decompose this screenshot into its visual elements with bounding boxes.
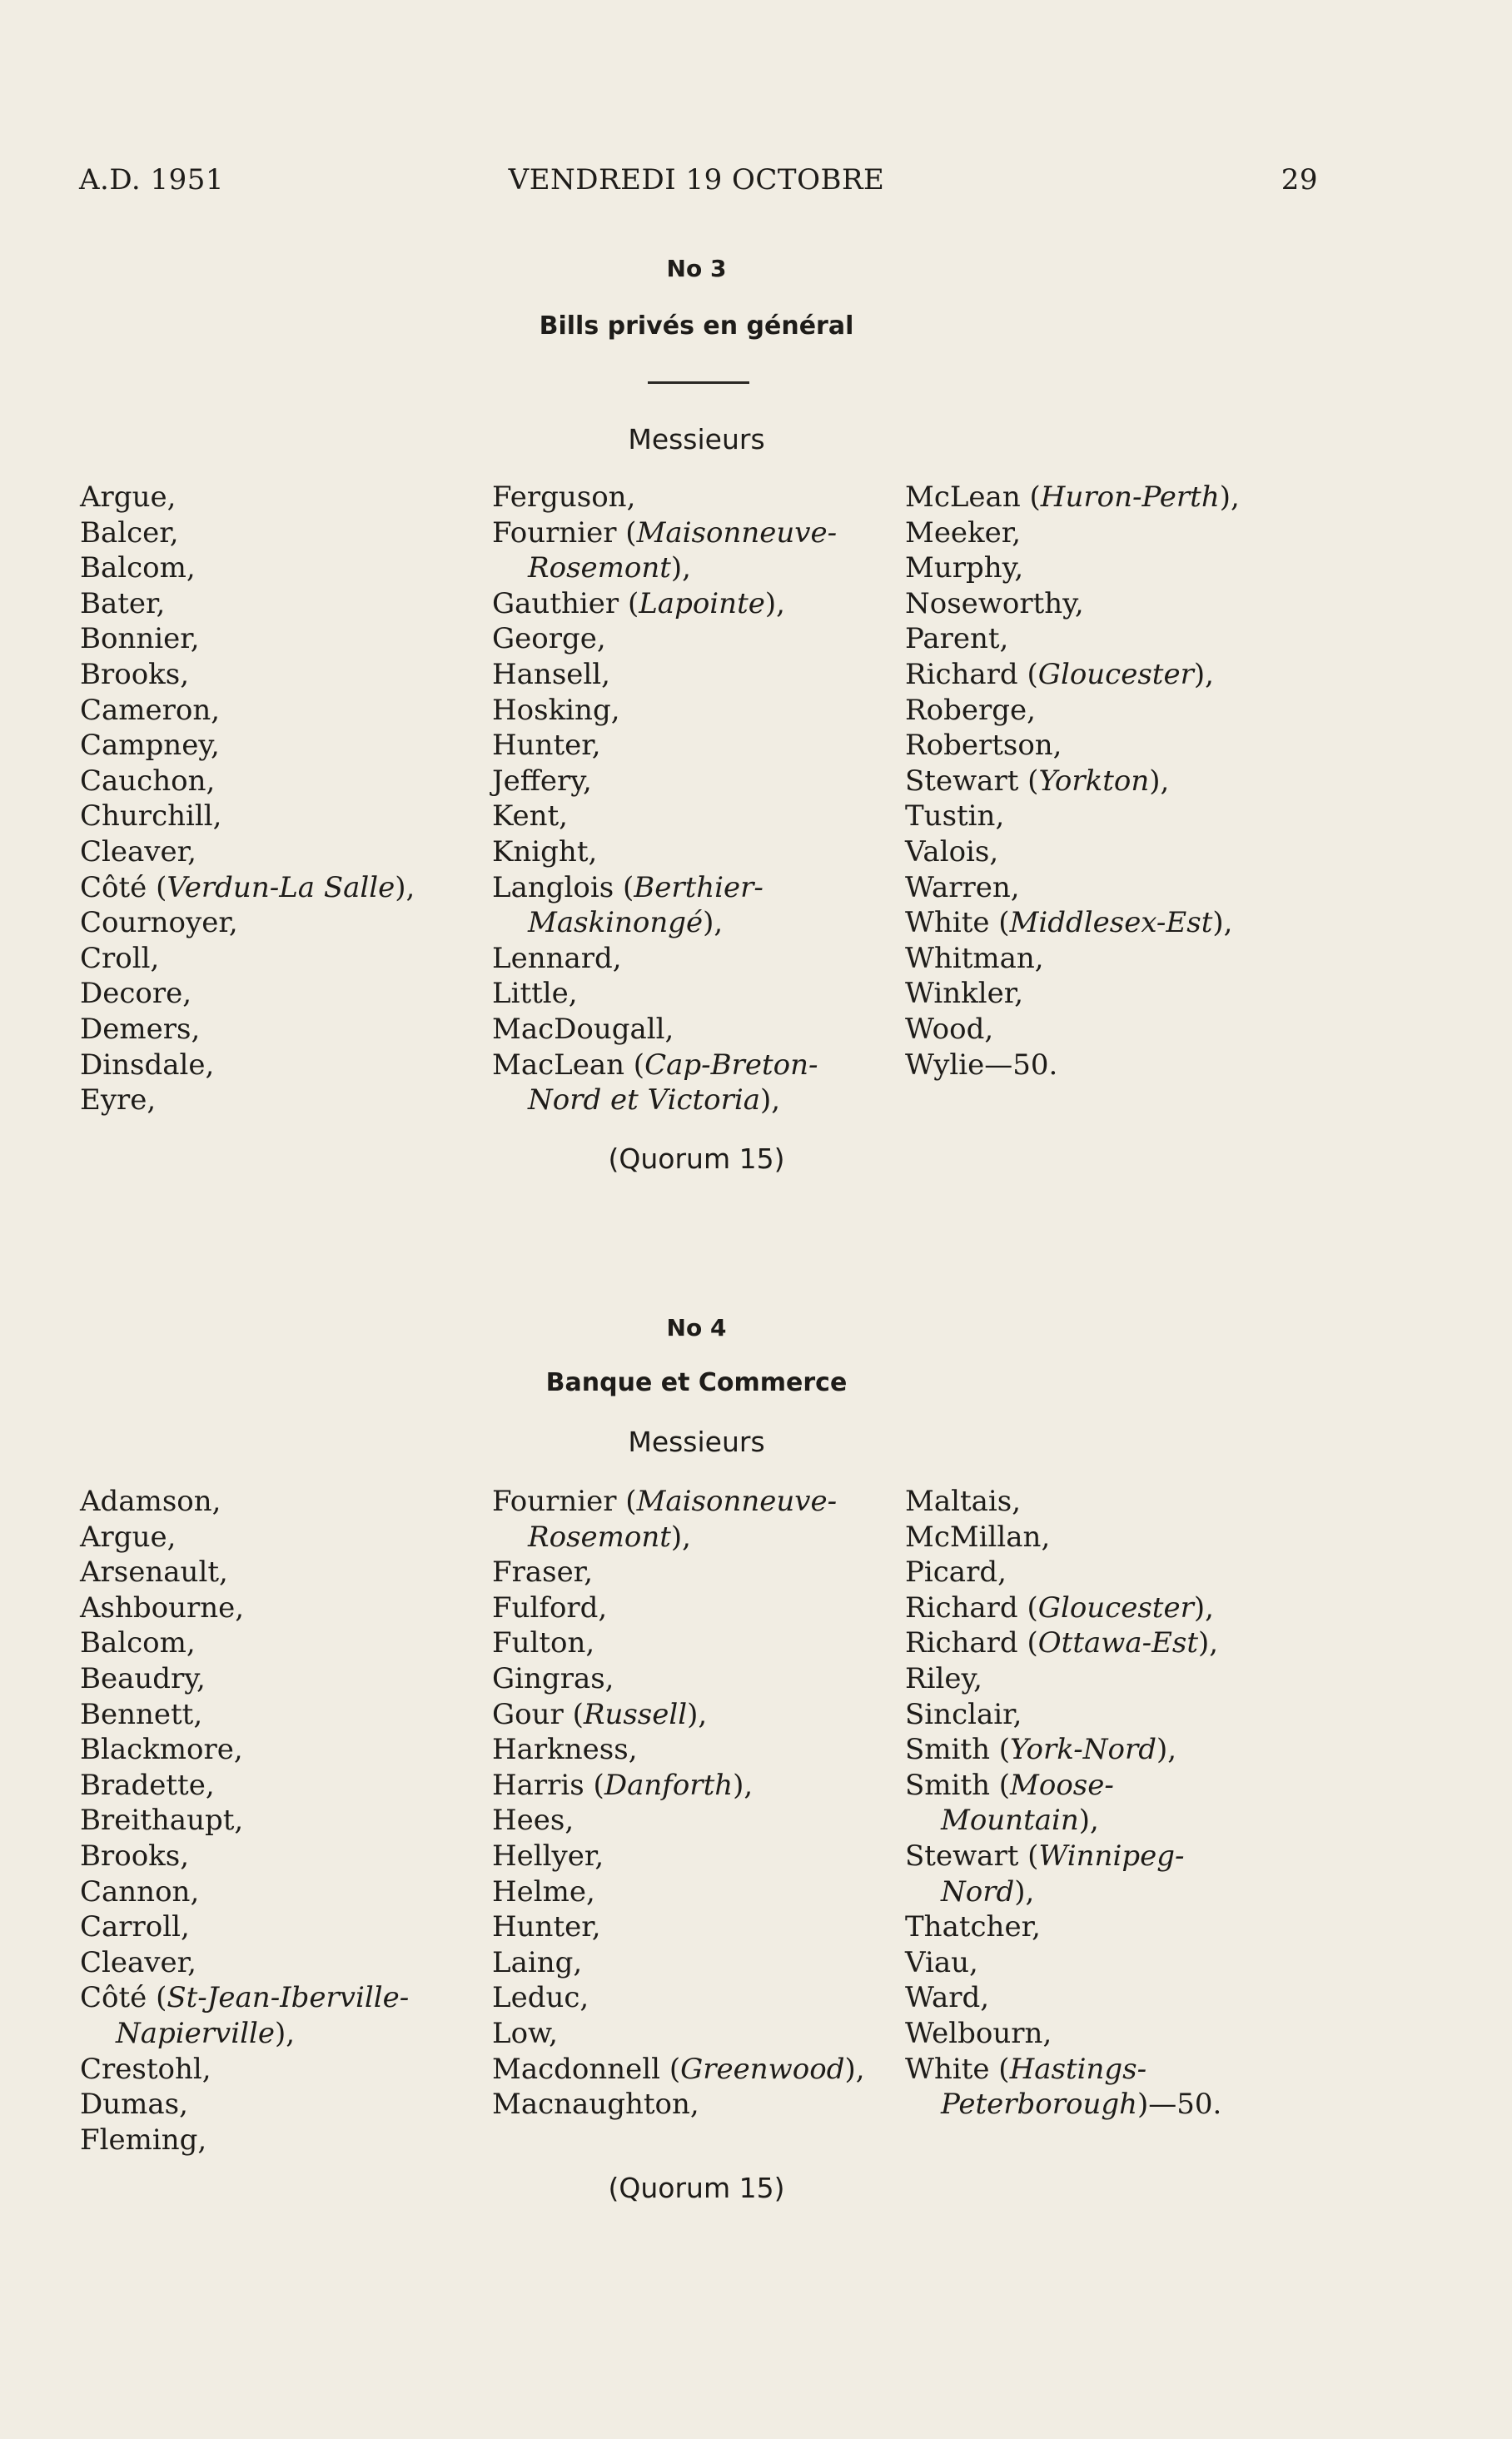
- section-4-number: No 4: [666, 1314, 727, 1341]
- member-name: Richard (Gloucester),: [905, 1590, 1214, 1625]
- section-3-messieurs: Messieurs: [628, 423, 765, 455]
- member-name-continuation: Rosemont),: [528, 551, 691, 585]
- member-name: Tustin,: [905, 799, 1005, 834]
- member-name: Langlois (Berthier-: [492, 870, 763, 904]
- member-name: Leduc,: [492, 1981, 589, 2015]
- member-name: Meeker,: [905, 515, 1022, 550]
- member-name: Cournoyer,: [80, 906, 238, 940]
- member-name: Wylie—50.: [905, 1048, 1058, 1082]
- member-name: Balcer,: [80, 515, 179, 550]
- header-year: A.D. 1951: [79, 163, 225, 197]
- member-name: Eyre,: [80, 1083, 157, 1117]
- section-3-quorum: (Quorum 15): [608, 1142, 785, 1175]
- member-name: Beaudry,: [80, 1661, 206, 1695]
- member-name: Churchill,: [80, 799, 222, 834]
- member-name: Harris (Danforth),: [492, 1768, 754, 1802]
- member-name: Noseworthy,: [905, 586, 1084, 620]
- member-name: Wood,: [905, 1012, 994, 1046]
- member-name: Hunter,: [492, 729, 601, 763]
- member-name: McMillan,: [905, 1520, 1051, 1554]
- member-name: Macdonnell (Greenwood),: [492, 2052, 865, 2086]
- section-4-title: Banque et Commerce: [545, 1368, 848, 1397]
- member-name: Gingras,: [492, 1661, 614, 1695]
- member-name: White (Hastings-: [905, 2052, 1147, 2086]
- member-name: Cleaver,: [80, 1945, 196, 1979]
- member-name: Hellyer,: [492, 1839, 604, 1873]
- member-name: Low,: [492, 2016, 558, 2050]
- member-name: Ashbourne,: [80, 1590, 245, 1625]
- member-name: Laing,: [492, 1945, 583, 1979]
- member-name: Blackmore,: [80, 1733, 243, 1767]
- member-name: Little,: [492, 977, 578, 1011]
- member-name-continuation: Mountain),: [941, 1804, 1099, 1838]
- section-3-rule: [648, 381, 749, 384]
- member-name: Gauthier (Lapointe),: [492, 586, 785, 620]
- member-name: Fulford,: [492, 1590, 608, 1625]
- member-name: Breithaupt,: [80, 1804, 244, 1838]
- member-name: Parent,: [905, 622, 1009, 656]
- member-name-continuation: Nord),: [941, 1874, 1035, 1909]
- member-name: Smith (Moose-: [905, 1768, 1114, 1802]
- member-name: Cannon,: [80, 1874, 200, 1909]
- member-name-continuation: Rosemont),: [528, 1520, 691, 1554]
- member-name: Crestohl,: [80, 2052, 211, 2086]
- member-name: Ward,: [905, 1981, 990, 2015]
- member-name: Fournier (Maisonneuve-: [492, 1485, 838, 1518]
- member-name-continuation: Nord et Victoria),: [528, 1083, 781, 1117]
- member-name: Knight,: [492, 834, 598, 869]
- page-number: 29: [1281, 163, 1318, 197]
- member-name: Cleaver,: [80, 834, 196, 869]
- member-name-continuation: Maskinongé),: [528, 906, 724, 940]
- section-4-quorum: (Quorum 15): [608, 2172, 785, 2204]
- section-3-column-1: [80, 480, 415, 1118]
- member-name: George,: [492, 622, 606, 656]
- member-name: Bennett,: [80, 1697, 203, 1731]
- member-name: Argue,: [80, 480, 177, 514]
- member-name-continuation: Peterborough)—50.: [941, 2088, 1222, 2122]
- member-name: Picard,: [905, 1555, 1007, 1590]
- member-name: Decore,: [80, 977, 192, 1011]
- member-name: Sinclair,: [905, 1697, 1022, 1731]
- member-name: Hansell,: [492, 657, 610, 691]
- member-name: Richard (Ottawa-Est),: [905, 1626, 1219, 1660]
- member-name: Balcom,: [80, 1626, 196, 1660]
- member-name: Campney,: [80, 729, 220, 763]
- member-name: Harkness,: [492, 1733, 638, 1767]
- member-name: Maltais,: [905, 1485, 1022, 1518]
- member-name: Arsenault,: [80, 1555, 228, 1590]
- member-name: Lennard,: [492, 941, 622, 975]
- member-name: Whitman,: [905, 941, 1044, 975]
- member-name: Valois,: [905, 834, 999, 869]
- section-3-number: No 3: [666, 255, 727, 282]
- section-4-column-3: [905, 1484, 1221, 2123]
- member-name: Macnaughton,: [492, 2088, 699, 2122]
- member-name: Bradette,: [80, 1768, 215, 1802]
- member-name-continuation: Napierville),: [116, 2016, 296, 2050]
- member-name: Côté (St-Jean-Iberville-: [80, 1981, 410, 2015]
- member-name: Welbourn,: [905, 2016, 1052, 2050]
- member-name: Hunter,: [492, 1910, 601, 1944]
- member-name: Fulton,: [492, 1626, 595, 1660]
- member-name: Helme,: [492, 1874, 595, 1909]
- member-name: Fraser,: [492, 1555, 594, 1590]
- member-name: Stewart (Yorkton),: [905, 764, 1170, 798]
- section-3-column-2: [492, 480, 837, 1118]
- member-name: Thatcher,: [905, 1910, 1041, 1944]
- member-name: Côté (Verdun-La Salle),: [80, 870, 415, 904]
- member-name: Hosking,: [492, 693, 620, 727]
- section-3-title: Bills privés en général: [539, 311, 854, 341]
- member-name: Robertson,: [905, 729, 1062, 763]
- member-name: MacLean (Cap-Breton-: [492, 1048, 818, 1082]
- member-name: Brooks,: [80, 1839, 190, 1873]
- member-name: Winkler,: [905, 977, 1024, 1011]
- section-3-column-3: [905, 480, 1240, 1083]
- member-name: Carroll,: [80, 1910, 190, 1944]
- member-name: Cameron,: [80, 693, 221, 727]
- member-name: Hees,: [492, 1804, 574, 1838]
- member-name: White (Middlesex-Est),: [905, 906, 1233, 940]
- member-name: Gour (Russell),: [492, 1697, 708, 1731]
- section-4-column-1: [80, 1484, 409, 2158]
- member-name: Warren,: [905, 870, 1020, 904]
- member-name: Dinsdale,: [80, 1048, 215, 1082]
- member-name: Fleming,: [80, 2123, 207, 2157]
- member-name: McLean (Huron-Perth),: [905, 480, 1240, 514]
- member-name: Smith (York-Nord),: [905, 1733, 1177, 1767]
- member-name: Demers,: [80, 1012, 201, 1046]
- member-name: Stewart (Winnipeg-: [905, 1839, 1185, 1873]
- header-date: VENDREDI 19 OCTOBRE: [508, 163, 885, 197]
- section-4-column-2: [492, 1484, 865, 2123]
- member-name: Bonnier,: [80, 622, 200, 656]
- member-name: Balcom,: [80, 551, 196, 585]
- member-name: Kent,: [492, 799, 568, 834]
- member-name: MacDougall,: [492, 1012, 674, 1046]
- member-name: Ferguson,: [492, 480, 636, 514]
- member-name: Croll,: [80, 941, 160, 975]
- member-name: Adamson,: [80, 1485, 221, 1518]
- member-name: Roberge,: [905, 693, 1036, 727]
- member-name: Argue,: [80, 1520, 177, 1554]
- member-name: Brooks,: [80, 657, 190, 691]
- member-name: Fournier (Maisonneuve-: [492, 515, 838, 550]
- member-name: Murphy,: [905, 551, 1024, 585]
- member-name: Jeffery,: [492, 764, 592, 798]
- member-name: Dumas,: [80, 2088, 188, 2122]
- member-name: Cauchon,: [80, 764, 216, 798]
- member-name: Richard (Gloucester),: [905, 657, 1214, 691]
- member-name: Bater,: [80, 586, 166, 620]
- member-name: Riley,: [905, 1661, 982, 1695]
- section-4-messieurs: Messieurs: [628, 1426, 765, 1458]
- member-name: Viau,: [905, 1945, 978, 1979]
